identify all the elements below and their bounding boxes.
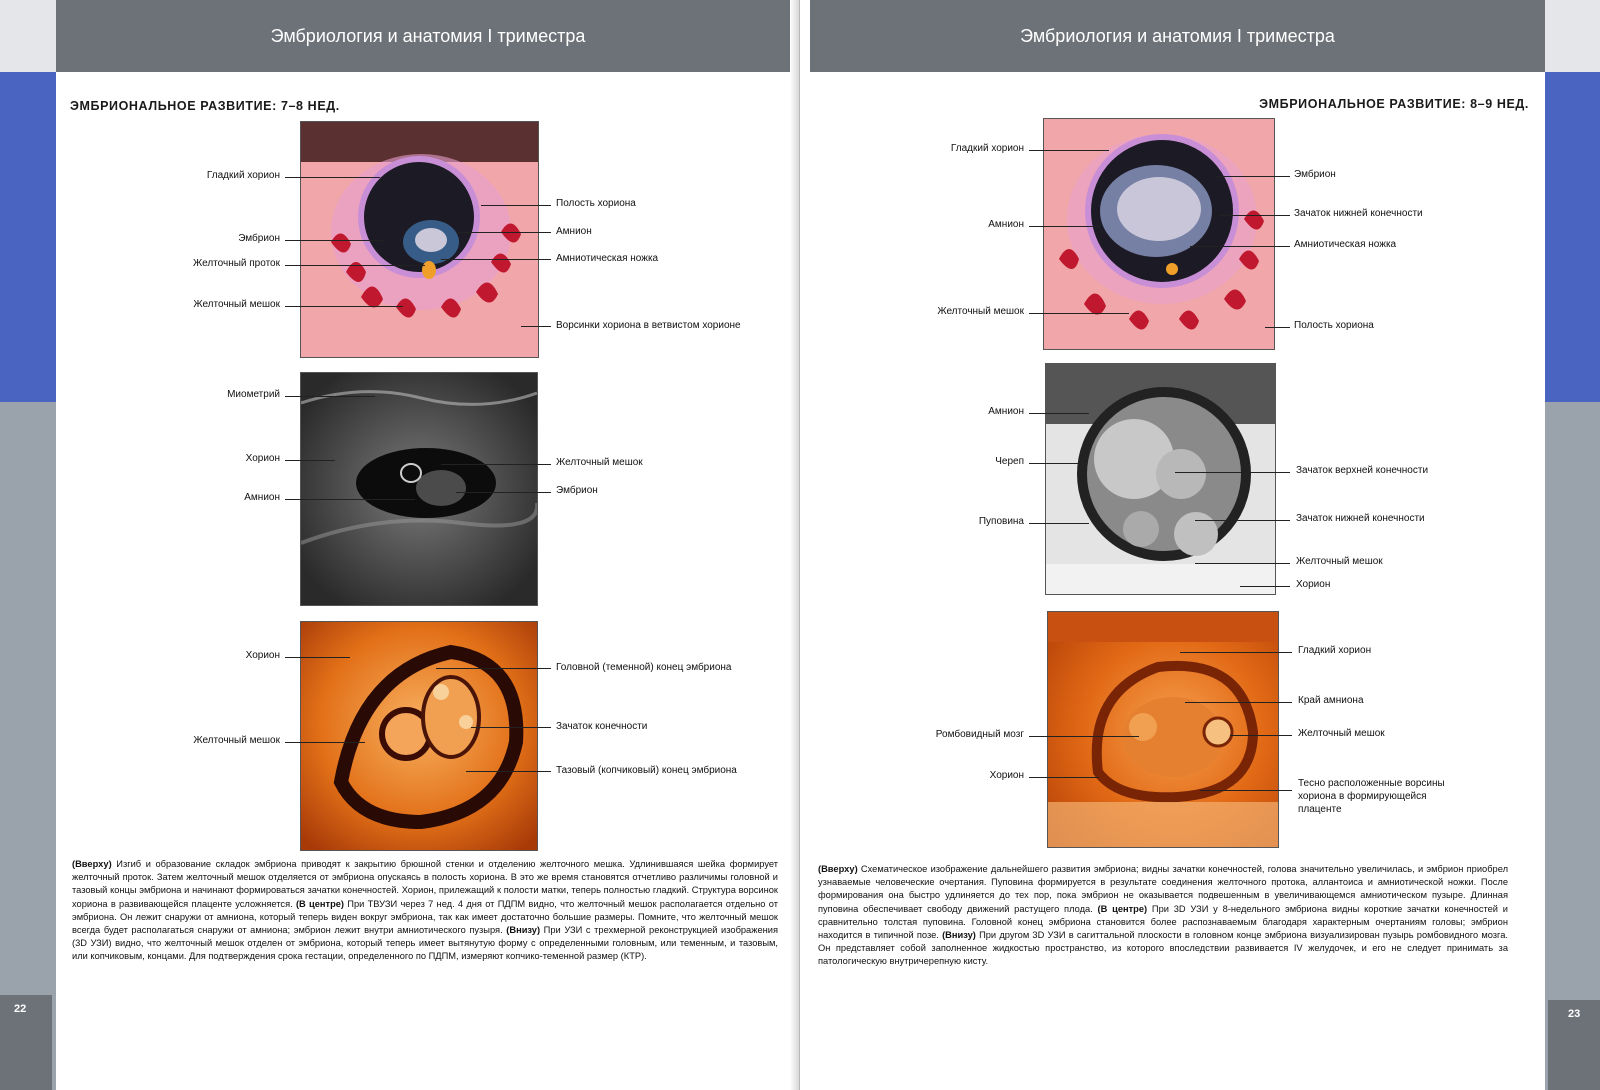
- leader-line: [1029, 777, 1099, 778]
- label-villi: Ворсинки хориона в ветвистом хорионе: [556, 320, 741, 331]
- caption-tag: (В центре): [295, 898, 345, 909]
- label-yolk-sac: Желточный мешок: [193, 735, 280, 746]
- label-yolk-sac: Желточный мешок: [556, 457, 643, 468]
- leader-line: [1029, 150, 1109, 151]
- leader-line: [285, 742, 365, 743]
- leader-line: [1185, 702, 1292, 703]
- leader-line: [1195, 563, 1290, 564]
- label-amnion: Амнион: [988, 406, 1024, 417]
- leader-line: [1230, 735, 1292, 736]
- leader-line: [1029, 463, 1079, 464]
- right-caption: [818, 863, 1508, 969]
- label-amniotic-stalk: Амниотическая ножка: [1294, 239, 1397, 250]
- left-section-title: ЭМБРИОНАЛЬНОЕ РАЗВИТИЕ: 7–8 НЕД.: [70, 99, 340, 113]
- leader-line: [456, 492, 551, 493]
- caption-tag: (Вверху): [72, 859, 112, 869]
- leader-line: [285, 240, 385, 241]
- leader-line: [521, 326, 551, 327]
- label-villi-line: хориона в формирующейся: [1298, 791, 1427, 802]
- right-page: [800, 0, 1545, 1090]
- label-lower-limb-bud: Зачаток нижней конечности: [1294, 208, 1423, 219]
- label-amnion: Амнион: [988, 219, 1024, 230]
- label-amnion: Амнион: [556, 226, 592, 237]
- label-amnion-edge: Край амниона: [1298, 695, 1364, 706]
- right-side-tab: [1542, 72, 1600, 402]
- label-myometrium: Миометрий: [227, 389, 280, 400]
- right-page-number-tab: [1548, 1000, 1600, 1090]
- label-chorion: Хорион: [245, 453, 280, 464]
- label-villi-line: Тесно расположенные ворсины: [1298, 778, 1445, 789]
- label-yolk-sac: Желточный мешок: [1298, 728, 1385, 739]
- leader-line: [1180, 652, 1292, 653]
- leader-line: [285, 657, 350, 658]
- label-yolk-sac: Желточный мешок: [1296, 556, 1383, 567]
- caption-text: При 3D УЗИ у 8-недельного эмбриона видны короткие зачатки конечностей и сравнительно толстая пуповина. Головной конец эмбриона становится более распознаваемым благодаря характерным очертаниям головы; эмбрион находится в типичной позе.: [818, 903, 1508, 941]
- caption-tag: (Внизу): [506, 925, 541, 936]
- leader-line: [1240, 586, 1290, 587]
- leader-line: [1265, 327, 1290, 328]
- leader-line: [1175, 472, 1290, 473]
- leader-line: [1029, 226, 1099, 227]
- leader-line: [481, 205, 551, 206]
- caption-tag: (Внизу): [942, 930, 976, 941]
- leader-line: [1029, 413, 1089, 414]
- label-rhombencephalon: Ромбовидный мозг: [935, 729, 1024, 740]
- leader-line: [441, 464, 551, 465]
- left-header-title: Эмбриология и анатомия I триместра: [270, 25, 586, 46]
- leader-line: [1220, 215, 1290, 216]
- label-embryo: Эмбрион: [556, 485, 598, 496]
- label-lower-limb-bud: Зачаток нижней конечности: [1296, 513, 1425, 524]
- label-chorion: Хорион: [1296, 579, 1331, 590]
- leader-line: [471, 727, 551, 728]
- caption-text: Изгиб и образование складок эмбриона приводят к закрытию брюшной стенки и отделению желточного мешка. Удлинившаяся шейка формирует желточный проток. Затем желточный мешок отделяется от эмбриона опускаясь в полость хориона. В это же время становятся отчетливо различимы головной и тазовый концы эмбриона и начинают формироваться зачатки конечностей. Хорион, прилежащий к полости матки, теперь полностью гладкий. Структура ворсинок хориона в развивающейся плаценте усложняется.: [72, 859, 778, 909]
- leader-line: [456, 232, 551, 233]
- leader-line: [285, 265, 425, 266]
- label-chorionic-cavity: Полость хориона: [1294, 320, 1374, 331]
- leader-line: [1029, 313, 1129, 314]
- backdrop-right: [1540, 0, 1600, 72]
- leader-line: [1215, 176, 1290, 177]
- label-umbilical-cord: Пуповина: [978, 516, 1024, 527]
- label-smooth-chorion: Гладкий хорион: [1298, 645, 1372, 656]
- right-3d-grayscale-figure: [1045, 363, 1276, 595]
- label-upper-limb-bud: Зачаток верхней конечности: [1296, 465, 1429, 476]
- label-amnion: Амнион: [244, 492, 280, 503]
- left-page-number: 22: [14, 1003, 27, 1015]
- left-3d-ultrasound-figure: [300, 621, 538, 851]
- backdrop-left: [0, 0, 60, 72]
- label-embryo: Эмбрион: [238, 233, 280, 244]
- caption-tag: (В центре): [1097, 903, 1148, 914]
- label-chorion: Хорион: [989, 770, 1024, 781]
- leader-line: [285, 177, 380, 178]
- right-3d-ultrasound-figure: [1047, 611, 1279, 848]
- caption-text: Схематическое изображение дальнейшего развития эмбриона; видны зачатки конечностей, голова значительно увеличилась, и эмбрион приобрел узнаваемые человеческие очертания. Пуповина формируется в результате соединения желточного протока, аллантоиса и амниотической ножки. После формирования она быстро удлиняется до тех пор, пока эмбрион не оказывается подвешенным в увеличивающемся амниотическом пузыре. Длинная пуповина обеспечивает свободу движений растущего плода.: [818, 864, 1508, 914]
- left-page-header: [56, 0, 800, 72]
- label-yolk-sac: Желточный мешок: [193, 299, 280, 310]
- right-section-title: ЭМБРИОНАЛЬНОЕ РАЗВИТИЕ: 8–9 НЕД.: [1259, 97, 1529, 111]
- leader-line: [285, 396, 375, 397]
- caption-text: При ТВУЗИ через 7 нед. 4 дня от ПДПМ видно, что желточный мешок располагается отдельно от эмбриона. Он лежит снаружи от амниона, который теперь виден вокруг эмбриона, так как имеет достаточно большие размеры. Помните, что желточный мешок всегда будет располагаться снаружи от амниона; эмбрион лежит внутри амниотического пузыря.: [72, 898, 778, 936]
- leader-line: [285, 306, 403, 307]
- right-illustration-figure: [1043, 118, 1275, 350]
- leader-line: [1195, 520, 1290, 521]
- label-skull: Череп: [995, 456, 1024, 467]
- label-limb-bud: Зачаток конечности: [556, 721, 648, 732]
- label-villi-line: плаценте: [1298, 804, 1342, 815]
- label-caudal-end: Тазовый (копчиковый) конец эмбриона: [556, 765, 737, 776]
- left-page: [56, 0, 800, 1090]
- label-villi: [1298, 777, 1445, 816]
- right-page-number: 23: [1568, 1008, 1581, 1020]
- leader-line: [1029, 523, 1089, 524]
- label-yolk-sac: Желточный мешок: [937, 306, 1024, 317]
- label-vitelline-duct: Желточный проток: [193, 258, 280, 269]
- label-smooth-chorion: Гладкий хорион: [206, 170, 280, 181]
- left-caption: [72, 858, 778, 964]
- leader-line: [441, 259, 551, 260]
- leader-line: [1190, 246, 1290, 247]
- label-amniotic-stalk: Амниотическая ножка: [556, 253, 659, 264]
- label-chorionic-cavity: Полость хориона: [556, 198, 636, 209]
- leader-line: [466, 771, 551, 772]
- leader-line: [285, 499, 415, 500]
- leader-line: [285, 460, 335, 461]
- label-embryo: Эмбрион: [1294, 169, 1336, 180]
- caption-text: При другом 3D УЗИ в сагиттальной плоскости в головном конце эмбриона визуализирован пузырь ромбовидного мозга. Он представляет собой заполненное жидкостью пространство, из которого впоследствии развивается IV желудочек, и его не следует принимать за патологическую внутричерепную кисту.: [818, 930, 1508, 967]
- left-page-number-tab: [0, 995, 52, 1090]
- label-head-end: Головной (теменной) конец эмбриона: [556, 662, 732, 673]
- left-ultrasound-figure: [300, 372, 538, 606]
- leader-line: [436, 668, 551, 669]
- label-smooth-chorion: Гладкий хорион: [950, 143, 1024, 154]
- right-header-title: Эмбриология и анатомия I триместра: [1020, 25, 1335, 46]
- left-side-tab: [0, 72, 58, 402]
- leader-line: [1200, 790, 1292, 791]
- label-chorion: Хорион: [245, 650, 280, 661]
- leader-line: [1029, 736, 1139, 737]
- caption-text: При УЗИ с трехмерной реконструкцией изображения (3D УЗИ) видно, что желточный мешок отделен от эмбриона, который теперь имеет вытянутую форму с определенными головным, или теменным, и тазовым, или копчиковым, концами. Для подтверждения срока гестации, определенного по ПДПМ, измеряют копчико-теменной размер (КТР).: [72, 925, 778, 962]
- caption-tag: (Вверху): [818, 864, 858, 874]
- right-page-header: [810, 0, 1545, 72]
